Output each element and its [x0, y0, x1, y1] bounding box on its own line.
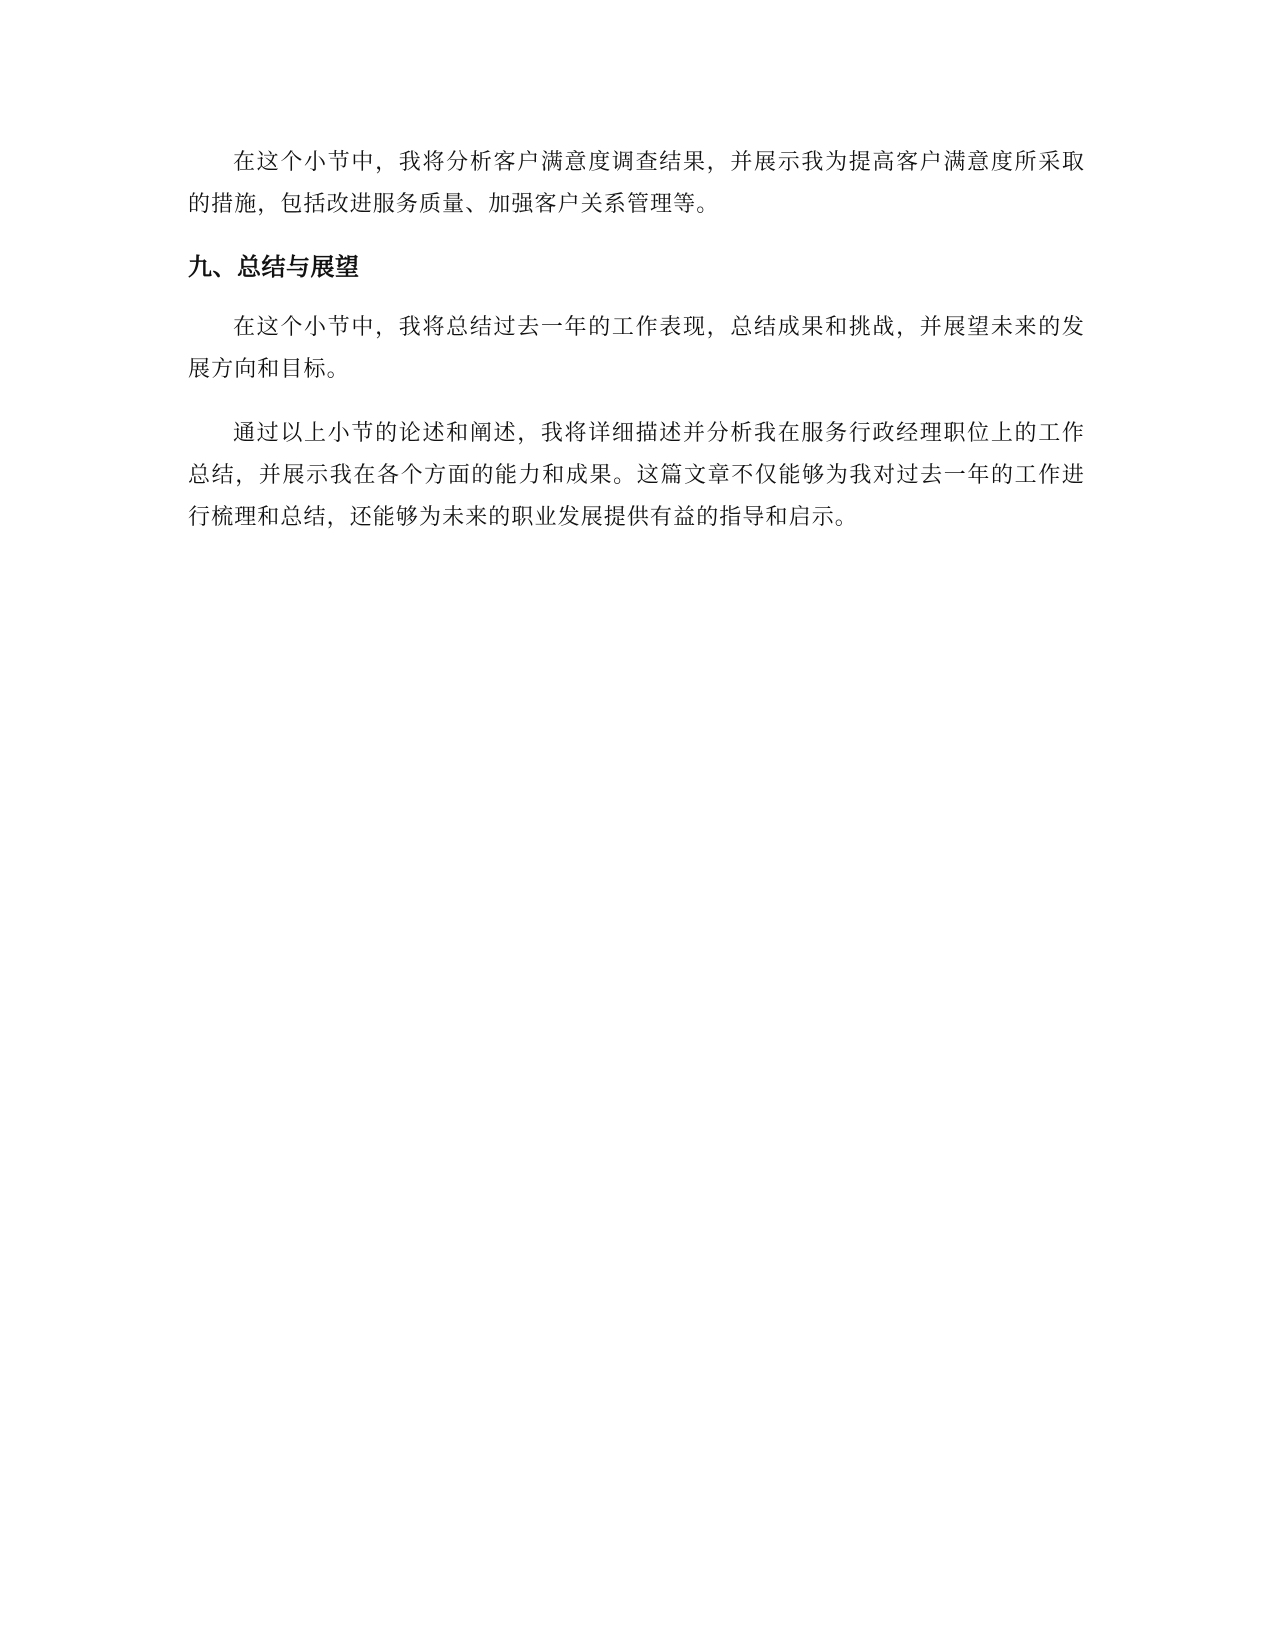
- paragraph-conclusion: 通过以上小节的论述和阐述，我将详细描述并分析我在服务行政经理职位上的工作总结，并展示我在各个方面的能力和成果。这篇文章不仅能够为我对过去一年的工作进行梳理和总结，还能够为未来的职业发展提供有益的指导和启示。: [188, 421, 1085, 530]
- section-heading-summary-outlook: 九、总结与展望: [188, 253, 360, 281]
- paragraph-summary: 在这个小节中，我将总结过去一年的工作表现，总结成果和挑战，并展望未来的发展方向和目标。: [188, 315, 1085, 382]
- document-body: [188, 142, 1085, 539]
- paragraph-customer-satisfaction: 在这个小节中，我将分析客户满意度调查结果，并展示我为提高客户满意度所采取的措施，包括改进服务质量、加强客户关系管理等。: [188, 150, 1085, 217]
